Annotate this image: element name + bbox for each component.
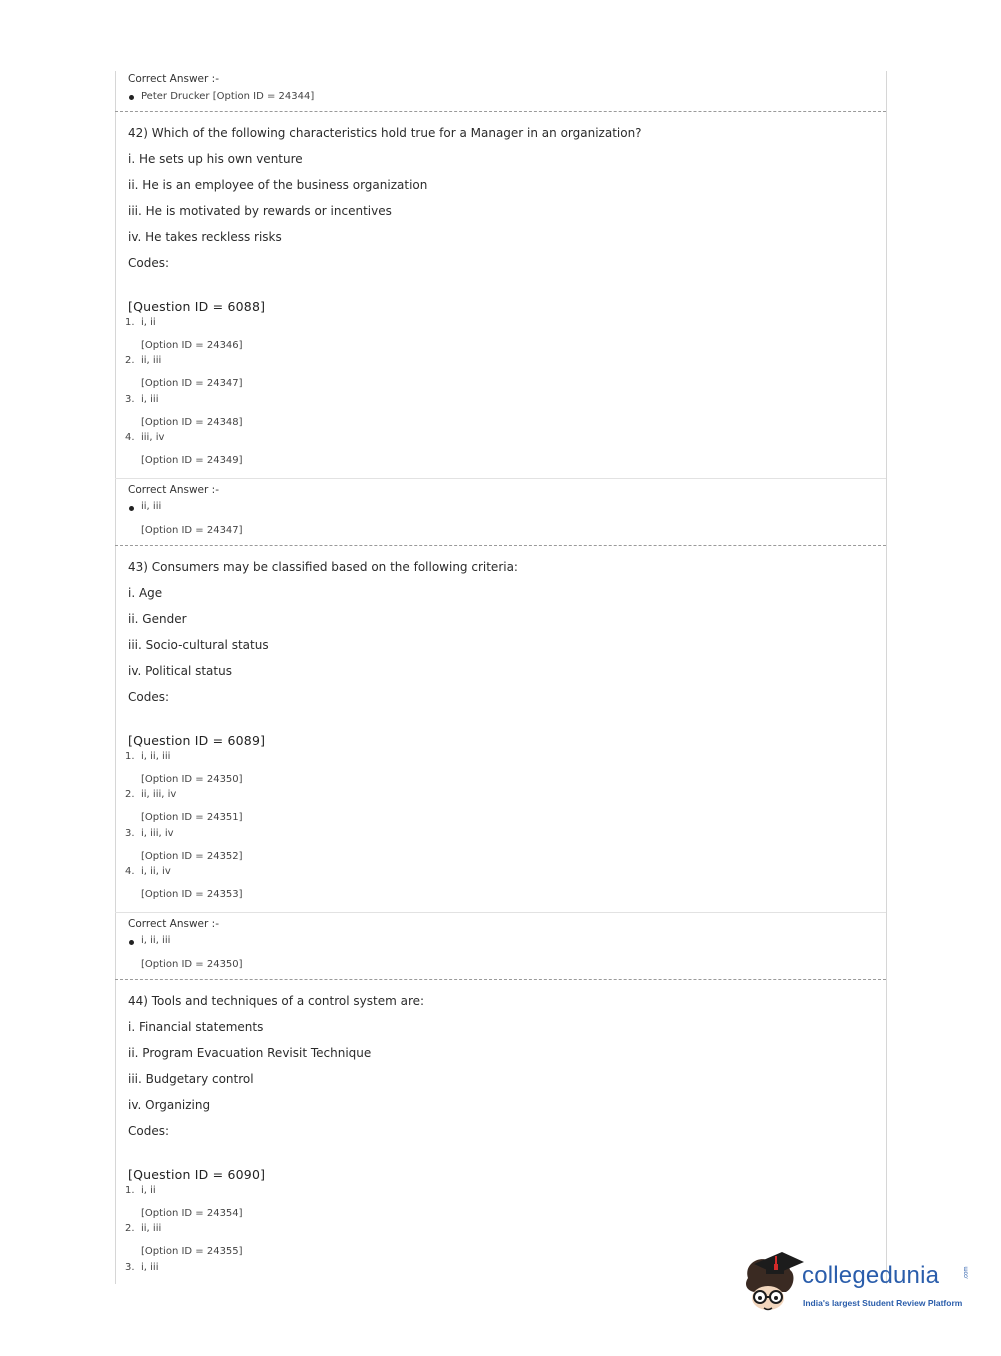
correct-answer-text: i, ii, iii — [141, 935, 171, 946]
option-id: [Option ID = 24347] — [141, 378, 243, 389]
separator — [115, 111, 886, 112]
option-text: i, ii, iv — [141, 866, 171, 877]
prev-correct-answer: Peter Drucker [Option ID = 24344] — [141, 91, 315, 102]
correct-answer-text: ii, iii — [141, 501, 162, 512]
correct-answer-label: Correct Answer :- — [128, 484, 219, 496]
prev-correct-answer-label: Correct Answer :- — [128, 73, 219, 85]
option-id: [Option ID = 24349] — [141, 455, 243, 466]
codes-label: Codes: — [128, 256, 170, 270]
option-text: i, ii — [141, 317, 156, 328]
option-text: i, iii — [141, 1262, 159, 1273]
codes-label: Codes: — [128, 1124, 170, 1138]
statement: iv. He takes reckless risks — [128, 230, 282, 244]
option-text: i, iii, iv — [141, 828, 174, 839]
correct-answer-id: [Option ID = 24350] — [141, 959, 243, 970]
statement: ii. Program Evacuation Revisit Technique — [128, 1046, 372, 1060]
separator — [115, 545, 886, 546]
option-number: 1. — [125, 1185, 135, 1196]
question-id: [Question ID = 6090] — [128, 1167, 266, 1182]
option-number: 3. — [125, 1262, 135, 1273]
statement: iii. Budgetary control — [128, 1072, 254, 1086]
correct-answer-label: Correct Answer :- — [128, 918, 219, 930]
separator — [115, 979, 886, 980]
logo-suffix: .com — [963, 1266, 970, 1280]
bullet-icon — [129, 506, 134, 511]
option-number: 1. — [125, 317, 135, 328]
codes-label: Codes: — [128, 690, 170, 704]
collegedunia-logo — [742, 1248, 972, 1318]
option-number: 1. — [125, 751, 135, 762]
divider — [115, 478, 886, 479]
bullet-icon — [129, 95, 134, 100]
question-id: [Question ID = 6088] — [128, 299, 266, 314]
question-stem: 44) Tools and techniques of a control system are: — [128, 994, 425, 1008]
option-number: 2. — [125, 1223, 135, 1234]
divider — [115, 912, 886, 913]
bullet-icon — [129, 940, 134, 945]
option-number: 3. — [125, 394, 135, 405]
option-text: i, ii, iii — [141, 751, 171, 762]
option-id: [Option ID = 24351] — [141, 812, 243, 823]
mascot-graduation-cap-icon — [742, 1248, 804, 1318]
option-number: 4. — [125, 866, 135, 877]
option-text: ii, iii, iv — [141, 789, 177, 800]
option-id: [Option ID = 24355] — [141, 1246, 243, 1257]
option-text: i, ii — [141, 1185, 156, 1196]
option-id: [Option ID = 24348] — [141, 417, 243, 428]
statement: iii. Socio-cultural status — [128, 638, 269, 652]
logo-wordmark: collegedunia — [802, 1262, 940, 1289]
option-text: i, iii — [141, 394, 159, 405]
statement: iv. Political status — [128, 664, 232, 678]
statement: ii. He is an employee of the business organization — [128, 178, 428, 192]
option-id: [Option ID = 24354] — [141, 1208, 243, 1219]
statement: iv. Organizing — [128, 1098, 211, 1112]
option-id: [Option ID = 24352] — [141, 851, 243, 862]
option-id: [Option ID = 24353] — [141, 889, 243, 900]
option-text: ii, iii — [141, 355, 162, 366]
statement: i. Age — [128, 586, 163, 600]
statement: ii. Gender — [128, 612, 187, 626]
option-number: 4. — [125, 432, 135, 443]
option-id: [Option ID = 24350] — [141, 774, 243, 785]
option-number: 2. — [125, 355, 135, 366]
question-stem: 42) Which of the following characteristics hold true for a Manager in an organization? — [128, 126, 642, 140]
question-id: [Question ID = 6089] — [128, 733, 266, 748]
option-number: 2. — [125, 789, 135, 800]
statement: i. He sets up his own venture — [128, 152, 303, 166]
option-number: 3. — [125, 828, 135, 839]
option-text: iii, iv — [141, 432, 165, 443]
statement: iii. He is motivated by rewards or incentives — [128, 204, 392, 218]
logo-tagline: India's largest Student Review Platform — [803, 1298, 963, 1308]
option-id: [Option ID = 24346] — [141, 340, 243, 351]
option-text: ii, iii — [141, 1223, 162, 1234]
correct-answer-id: [Option ID = 24347] — [141, 525, 243, 536]
statement: i. Financial statements — [128, 1020, 264, 1034]
question-stem: 43) Consumers may be classified based on the following criteria: — [128, 560, 518, 574]
